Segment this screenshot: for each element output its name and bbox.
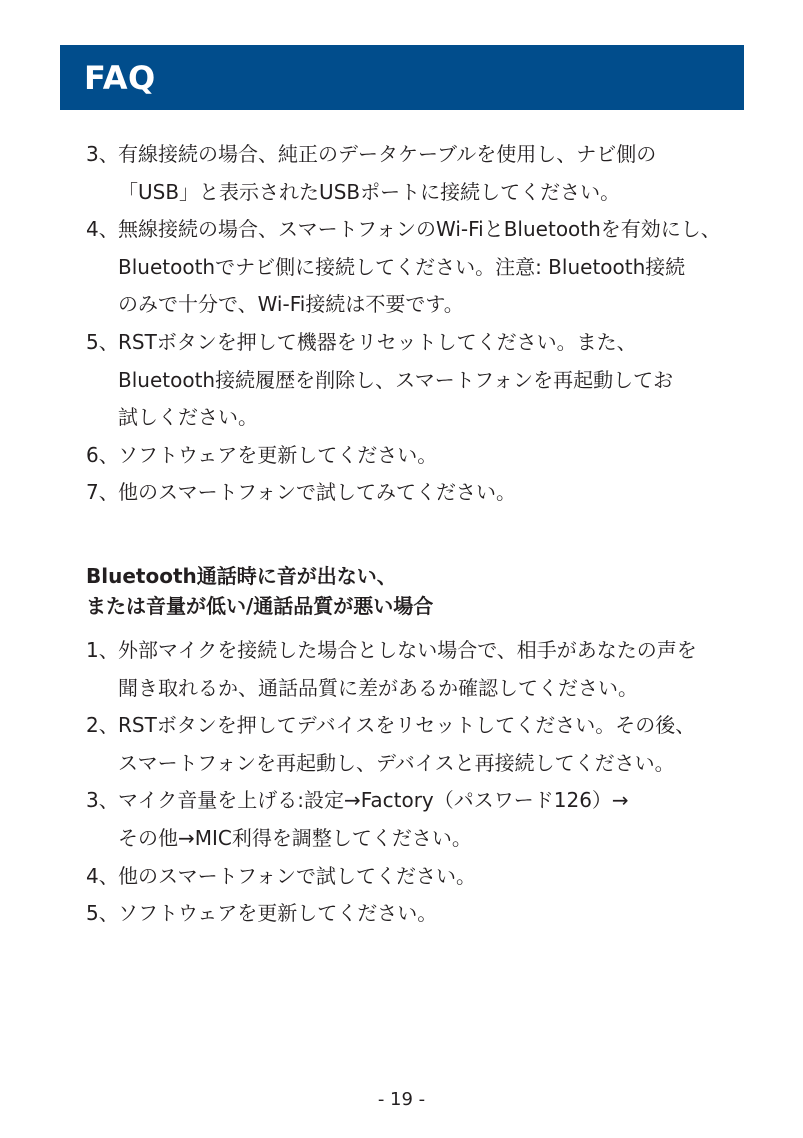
list-item <box>86 136 786 211</box>
item-line: 有線接続の場合、純正のデータケーブルを使用し、ナビ側の <box>118 142 657 166</box>
item-line: 外部マイクを接続した場合としない場合で、相手があなたの声を <box>118 638 697 662</box>
item-text <box>118 324 786 437</box>
item-line: 他のスマートフォンで試してください。 <box>118 863 476 888</box>
item-line: 無線接続の場合、スマートフォンのWi-FiとBluetoothを有効にし、 <box>118 217 721 242</box>
item-line: RSTボタンを押して機器をリセットしてください。また、 <box>118 329 637 354</box>
item-text <box>118 437 786 475</box>
item-line: 他のスマートフォンで試してみてください。 <box>118 480 516 505</box>
list-item <box>86 782 786 857</box>
item-line: その他→MIC利得を調整してください。 <box>118 825 472 850</box>
item-line: 聞き取れるか、通話品質に差があるか確認してください。 <box>118 675 638 700</box>
troubleshooting-list <box>86 136 786 512</box>
section-heading-line: Bluetooth通話時に音が出ない、 <box>86 564 397 588</box>
list-item <box>86 437 786 475</box>
item-text <box>118 782 786 857</box>
faq-header-bar <box>60 45 744 110</box>
list-item <box>86 707 786 782</box>
item-line: 「USB」と表示されたUSBポートに接続してください。 <box>118 179 621 204</box>
section-heading-line: または音量が低い/通話品質が悪い場合 <box>86 594 434 618</box>
item-number: 3、 <box>86 142 119 166</box>
page-number: - 19 - <box>377 1089 426 1110</box>
item-line: ソフトウェアを更新してください。 <box>118 901 438 926</box>
item-number: 5、 <box>86 901 119 926</box>
item-number: 4、 <box>86 863 119 888</box>
item-line: ソフトウェアを更新してください。 <box>118 442 438 467</box>
item-text <box>118 895 786 933</box>
item-text <box>118 858 786 896</box>
item-number: 4、 <box>86 217 119 242</box>
item-text <box>118 707 786 782</box>
list-item <box>86 632 786 707</box>
item-line: のみで十分で、Wi-Fi接続は不要です。 <box>118 292 464 317</box>
item-number: 2、 <box>86 713 119 738</box>
page-title: FAQ <box>84 58 156 97</box>
item-text <box>118 211 786 324</box>
section-heading <box>86 561 433 621</box>
item-line: Bluetooth接続履歴を削除し、スマートフォンを再起動してお <box>118 367 674 392</box>
item-text <box>118 136 786 211</box>
item-number: 7、 <box>86 480 119 505</box>
list-item <box>86 324 786 437</box>
item-number: 1、 <box>86 638 119 662</box>
item-line: Bluetoothでナビ側に接続してください。注意: Bluetooth接続 <box>118 254 686 279</box>
list-item <box>86 211 786 324</box>
item-text <box>118 474 786 512</box>
item-line: マイク音量を上げる:設定→Factory（パスワード126）→ <box>118 788 629 813</box>
item-number: 5、 <box>86 329 119 354</box>
bluetooth-call-list <box>86 632 786 933</box>
item-line: スマートフォンを再起動し、デバイスと再接続してください。 <box>118 750 675 775</box>
item-number: 6、 <box>86 442 119 467</box>
list-item <box>86 895 786 933</box>
list-item <box>86 858 786 896</box>
item-number: 3、 <box>86 788 119 813</box>
list-item <box>86 474 786 512</box>
item-line: RSTボタンを押してデバイスをリセットしてください。その後、 <box>118 713 696 738</box>
item-text <box>118 632 786 707</box>
item-line: 試しください。 <box>118 405 258 430</box>
